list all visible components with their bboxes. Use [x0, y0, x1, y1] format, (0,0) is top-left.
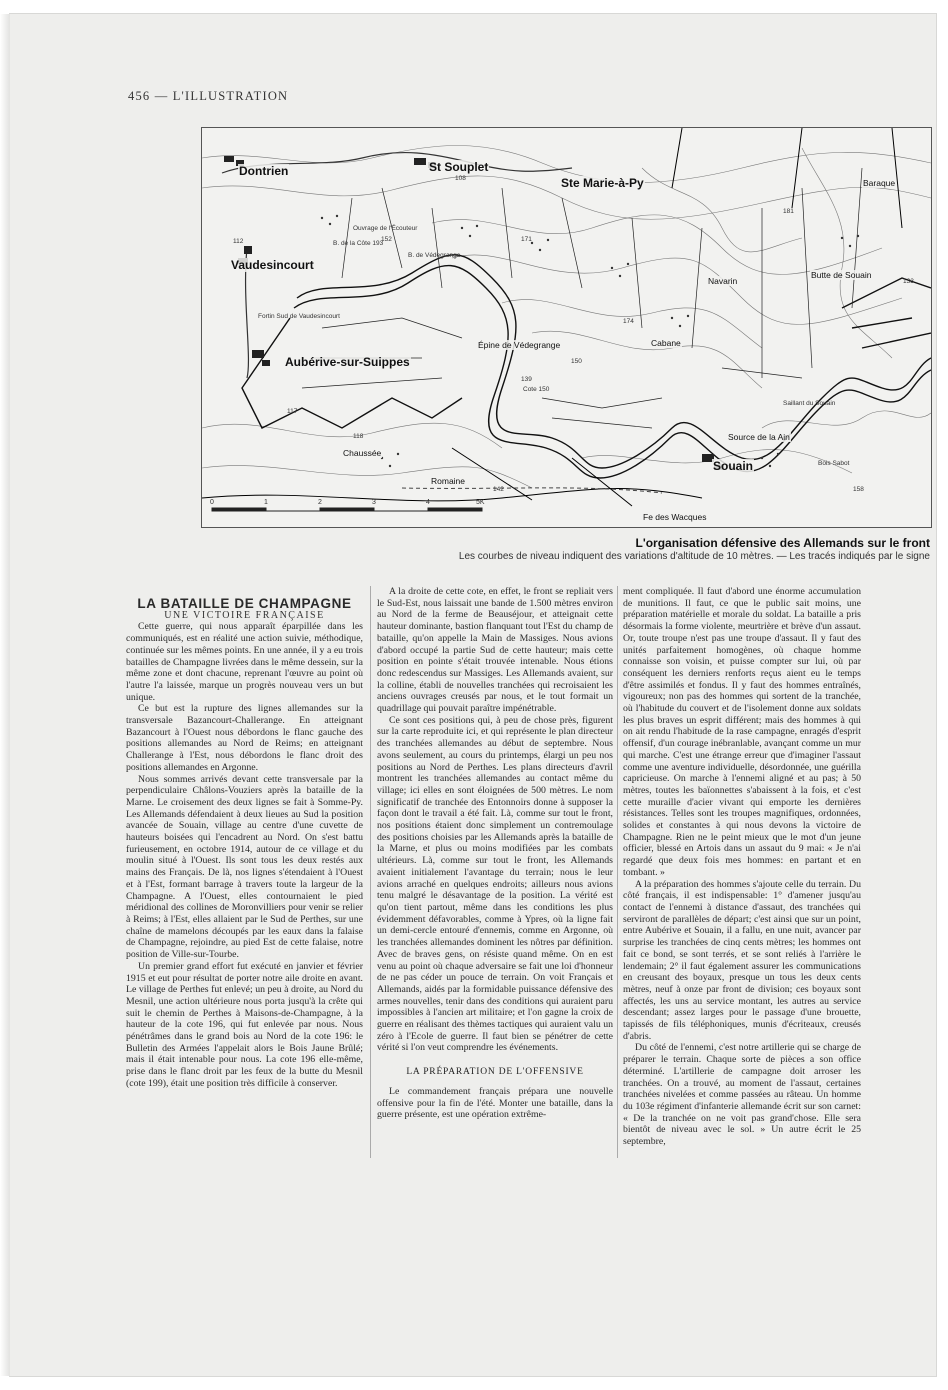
paragraph: A la préparation des hommes s'ajoute celle du terrain. Du côté français, il est indispensable: 1° d'amener jusqu'au contact de l'ennemi à distance d'assaut, des tranchées qui serviront de parallèles de départ; c'est ainsi que sur un point, entre Aubérive et Souain, il a fallu, en une nuit, avancer par surprise les tranchées de cinq cents mètres; les hommes ont fait ce bond, se sont terrés, et se sont reliés à l'arrière le lendemain; 2° il faut également assurer les communications en creusant des boyaux, presque un tous les deux cents mètres, neuf à onze par front de division; ces boyaux sont affectés, les uns au service montant, les autres au service descendant; assez larges pour le passage d'une brouette, tapissés de fils téléphoniques, munis d'écriteaux, creusés d'abris. — [623, 878, 861, 1042]
map-label-ouvrage: Ouvrage de l'Écouteur — [353, 225, 418, 232]
map-label-ste-marie-a-py: Ste Marie-à-Py — [561, 176, 644, 190]
article-column-2 — [377, 586, 613, 1121]
elevation-label: 150 — [571, 358, 582, 365]
paragraph: A la droite de cette cote, en effet, le front se repliait vers le Sud-Est, nous laissait une bande de 1.500 mètres environ au Nord de la ferme de Beauséjour, et atteignait cette hauteur dominante, bastion flanquant tout l'Est du champ de bataille, qu'on appelle la Main de Massiges. Nous avions d'abord occupé la partie Sud de cette hauteur; mais cette position en pointe s'était trouvée intenable. Nous étions donc redescendus sur Massiges. Les Allemands avaient, sur la colline, établi de nouvelles tranchées qui recroisaient les anciens ouvrages creusés par nous, et le tout formait un quadrillage qui pouvait paraître impénétrable. — [377, 586, 613, 715]
map-label-romaine: Romaine — [431, 476, 466, 486]
map-caption-subtitle: Les courbes de niveau indiquent des variations d'altitude de 10 mètres. — Les tracés indiqués par le signe — [458, 551, 930, 562]
elevation-label: 181 — [783, 208, 794, 215]
map-label-fortin-sud: Fortin Sud de Vaudesincourt — [258, 313, 340, 320]
section-heading: LA PRÉPARATION DE L'OFFENSIVE — [406, 1067, 584, 1078]
elevation-label: 158 — [853, 486, 864, 493]
map-label-bois-de-vedegrange: B. de Védegrange — [408, 252, 461, 259]
column-rule — [370, 586, 371, 1158]
article-column-3 — [623, 586, 861, 1148]
elevation-label: 139 — [521, 376, 532, 383]
article-column-1 — [126, 598, 363, 1090]
scale-label: 4 — [426, 499, 430, 506]
elevation-label: 174 — [623, 318, 634, 325]
trench-map — [201, 127, 932, 528]
elevation-label: 108 — [455, 175, 466, 182]
scale-bar — [212, 508, 482, 511]
column-rule — [617, 586, 618, 1158]
elevation-label: 171 — [521, 236, 532, 243]
map-label-auberive: Aubérive-sur-Suippes — [285, 355, 410, 369]
scale-label: 3 — [372, 499, 376, 506]
paragraph: Un premier grand effort fut exécuté en janvier et février 1915 et eut pour résultat de porter notre aile droite en avant. Le village de Perthes fut enlevé; un peu à droite, au Nord du Mesnil, une action ultérieure nous porta jusqu'à la crête qui suit le chemin de Perthes à Maisons-de-Champagne, à la hauteur de la cote 196, qui fut enlevée par nous. Nous pénétrâmes dans le grand bois au Nord de la cote 196: le Bulletin des Armées l'appelait alors le Bois Jaune Brûlé; mais il était intenable pour nous. La cote 196 elle-même, prise dans le flanc droit par les feux de la butte du Mesnil (cote 199), était une position très difficile à conserver. — [126, 960, 363, 1089]
elevation-label: 152 — [381, 236, 392, 243]
map-label-souain: Souain — [713, 459, 754, 473]
map-label-b-de-la-cote-193: B. de la Côte 193 — [333, 240, 384, 247]
map-label-bois-sabot: Bois Sabot — [818, 460, 850, 467]
map-label-chaussee: Chaussée — [343, 448, 382, 458]
paragraph: Ce but est la rupture des lignes allemandes sur la transversale Bazancourt-Challerange. En atteignant Bazancourt à l'Ouest nous débordons le flanc gauche des positions allemandes au Nord de Reims; en atteignant Challerange à l'Est, nous débordons le flanc droit des positions allemandes en Argonne. — [126, 703, 363, 773]
map-label-cabane: Cabane — [651, 338, 681, 348]
article-subtitle: UNE VICTOIRE FRANÇAISE — [164, 609, 325, 621]
woods-stipple — [321, 215, 859, 467]
paragraph: Du côté de l'ennemi, c'est notre artillerie qui se charge de préparer le terrain. Chaque sorte de pièces a son office déterminé. L'artillerie de campagne doit arroser les tranchées. On a trouvé, au moment de l'assaut, certaines tranchées nivelées et comme passées au râteau. Un homme du 103e régiment d'infanterie allemande écrit sur son carnet: « De la tranchée on ne voit pas grand'chose. Elle sera bientôt de niveau avec le sol. » Un autre écrit le 25 septembre, — [623, 1042, 861, 1148]
paragraph: ment compliquée. Il faut d'abord une énorme accumulation de munitions. Il faut, ce que le public sait moins, une préparation matérielle et morale du soldat. La bataille a pris désormais la forme violente, meurtrière et brève d'un assaut. Or, toute troupe n'est pas une troupe d'assaut. Il y faut des unités parfaitement homogènes, où chaque homme connaisse son voisin, et puisse compter sur lui, où par conséquent les derniers renforts reçus aient eu le temps d'être assimilés et fondus. Il y faut des hommes entraînés, vigoureux; non pas des hommes qui sortent de la tranchée, où l'habitude du couvert et de l'isolement donne aux soldats les plus braves un esprit différent; mais des hommes à qui on ait rendu l'habitude de la rase campagne, enragés d'esprit offensif, d'un courage inébranlable, avançant comme un mur qui marche. C'est une étrange erreur que d'imaginer l'assaut comme une aventure individuelle, désordonnée, une guérilla capricieuse. On marche à l'ennemi aligné et au pas; à 50 mètres, toutes les baïonnettes s'abaissent à la fois, et c'est cette muraille d'acier vivant qui emporte les dernières résistances. Telles sont les troupes magnifiques, ordonnées, solides et constantes à qui nous devons la victoire de Champagne. Rien ne le peint mieux que le mot d'un jeune officier, blessé en Artois dans un assaut du 9 mai: « Je n'ai regardé que deux fois mes hommes: en partant et en tombant. » — [623, 586, 861, 878]
paragraph: Nous sommes arrivés devant cette transversale par la perpendiculaire Châlons-Vouziers après la bataille de la Marne. Le croisement des deux lignes se fait à Somme-Py. Les Allemands défendaient à deux lieues au Sud la position avancée de Souain, village au centre d'une cuvette de hauteurs boisées qui l'encadrent au Nord. On s'est battu furieusement, en octobre 1914, autour de ce village et du moulin situé à l'Ouest. Ils sont tous les deux restés aux mains des Français. De là, nos lignes s'étendaient à l'Ouest et à l'Est, formant barrage à travers toute la largeur de la Champagne. A l'Ouest, elles contournaient le pied méridional des collines de Moronvilliers pour venir se relier à Reims; à l'Est, elles allaient par le Sud de Perthes, sur une chaîne de mamelons découpés par les eaux dans la falaise de Champagne, rejoindre, au pied Est de cette falaise, notre position de Ville-sur-Tourbe. — [126, 773, 363, 961]
map-label-vaudesincourt: Vaudesincourt — [231, 258, 314, 272]
map-label-source-de-la-ain: Source de la Ain — [728, 432, 790, 442]
paragraph: Ce sont ces positions qui, à peu de chose près, figurent sur la carte reproduite ici, et qui représente le plan directeur des tranchées allemandes au début de septembre. Nous avons seulement, au cours du printemps, élargi un peu nos positions au Nord de Perthes. Les plans directeurs d'avril montrent les tranchées allemandes au contact même du village; ici elles en sont éloignées de 500 mètres. Le nom significatif de tranchée des Entonnoirs donne à supposer la façon dont le travail a été fait. Là, comme sur tout le front, nos positions étaient donc simplement un contremoulage des positions choisies par les Allemands après la bataille de la Marne, et plus ou moins modifiées par les combats ultérieurs. Là, comme sur tout le front, les Allemands avaient initialement l'avantage du terrain; nous le leur avions arraché en quelques endroits; ailleurs nous avions tenu malgré le désavantage de la position. La vérité est qu'on tient partout, même dans les conditions les plus évidemment défavorables, comme à Ypres, où la ligne fait un demi-cercle entouré d'ennemis, comme en Argonne, où les tranchées allemandes dominent les nôtres par définition. Avec de braves gens, on résiste quand même. On en est venu au point où chaque adversaire se fait une loi d'honneur de ne pas céder un pouce de terrain. On voit Français et Allemands, aidés par la formidable puissance défensive des armes nouvelles, tenir dans des conditions qui auraient paru impossibles à l'ancien art militaire; et l'on gagne la croix de guerre en réalisant des thèmes tactiques qui auraient valu un zéro à l'Ecole de guerre. Il faut bien se pénétrer de cette vérité si l'on veut comprendre les événements. — [377, 714, 613, 1054]
scale-label: 1 — [264, 499, 268, 506]
map-label-butte-de-souain: Butte de Souain — [811, 270, 872, 280]
scale-label: 2 — [318, 499, 322, 506]
page-header — [128, 89, 288, 104]
map-label-dontrien: Dontrien — [239, 164, 289, 178]
elevation-label: 142 — [493, 486, 504, 493]
page-number: 456 — [128, 89, 151, 103]
map-caption-title: L'organisation défensive des Allemands sur le front — [635, 536, 930, 550]
elevation-label: 112 — [233, 238, 244, 245]
map-label-st-souplet: St Souplet — [429, 160, 489, 174]
map-label-epine-de-vedegrange: Épine de Védegrange — [478, 340, 561, 350]
header-separator: — — [154, 89, 169, 103]
scale-label: 5K — [476, 499, 485, 506]
paragraph: Le commandement français prépara une nouvelle offensive pour la fin de l'été. Monter une bataille, dans la guerre présente, est une opération extrême- — [377, 1085, 613, 1121]
article-title: LA BATAILLE DE CHAMPAGNE — [137, 596, 352, 611]
map-label-navarin: Navarin — [708, 276, 738, 286]
map-label-saillant-de-souain: Saillant du Souain — [783, 400, 836, 407]
map-label-cote-150: Cote 150 — [523, 386, 550, 393]
elevation-label: 117 — [287, 408, 298, 415]
scale-label: 0 — [210, 499, 214, 506]
map-label-fe-des-wacques: Fe des Wacques — [643, 512, 707, 522]
journal-name: L'ILLUSTRATION — [172, 89, 289, 103]
map-label-baraque: Baraque — [863, 178, 896, 188]
elevation-label: 133 — [903, 278, 914, 285]
elevation-label: 118 — [353, 433, 364, 440]
paragraph: Cette guerre, qui nous apparaît éparpillée dans les communiqués, est en réalité une action suivie, méthodique, continuée sur les mêmes points. En une année, il y a eu trois batailles de Champagne livrées dans le même dessein, sur la même zone et dont chacune, reprenant l'œuvre au point où l'autre l'a laissée, marque un progrès nouveau vers un but unique. — [126, 621, 363, 703]
